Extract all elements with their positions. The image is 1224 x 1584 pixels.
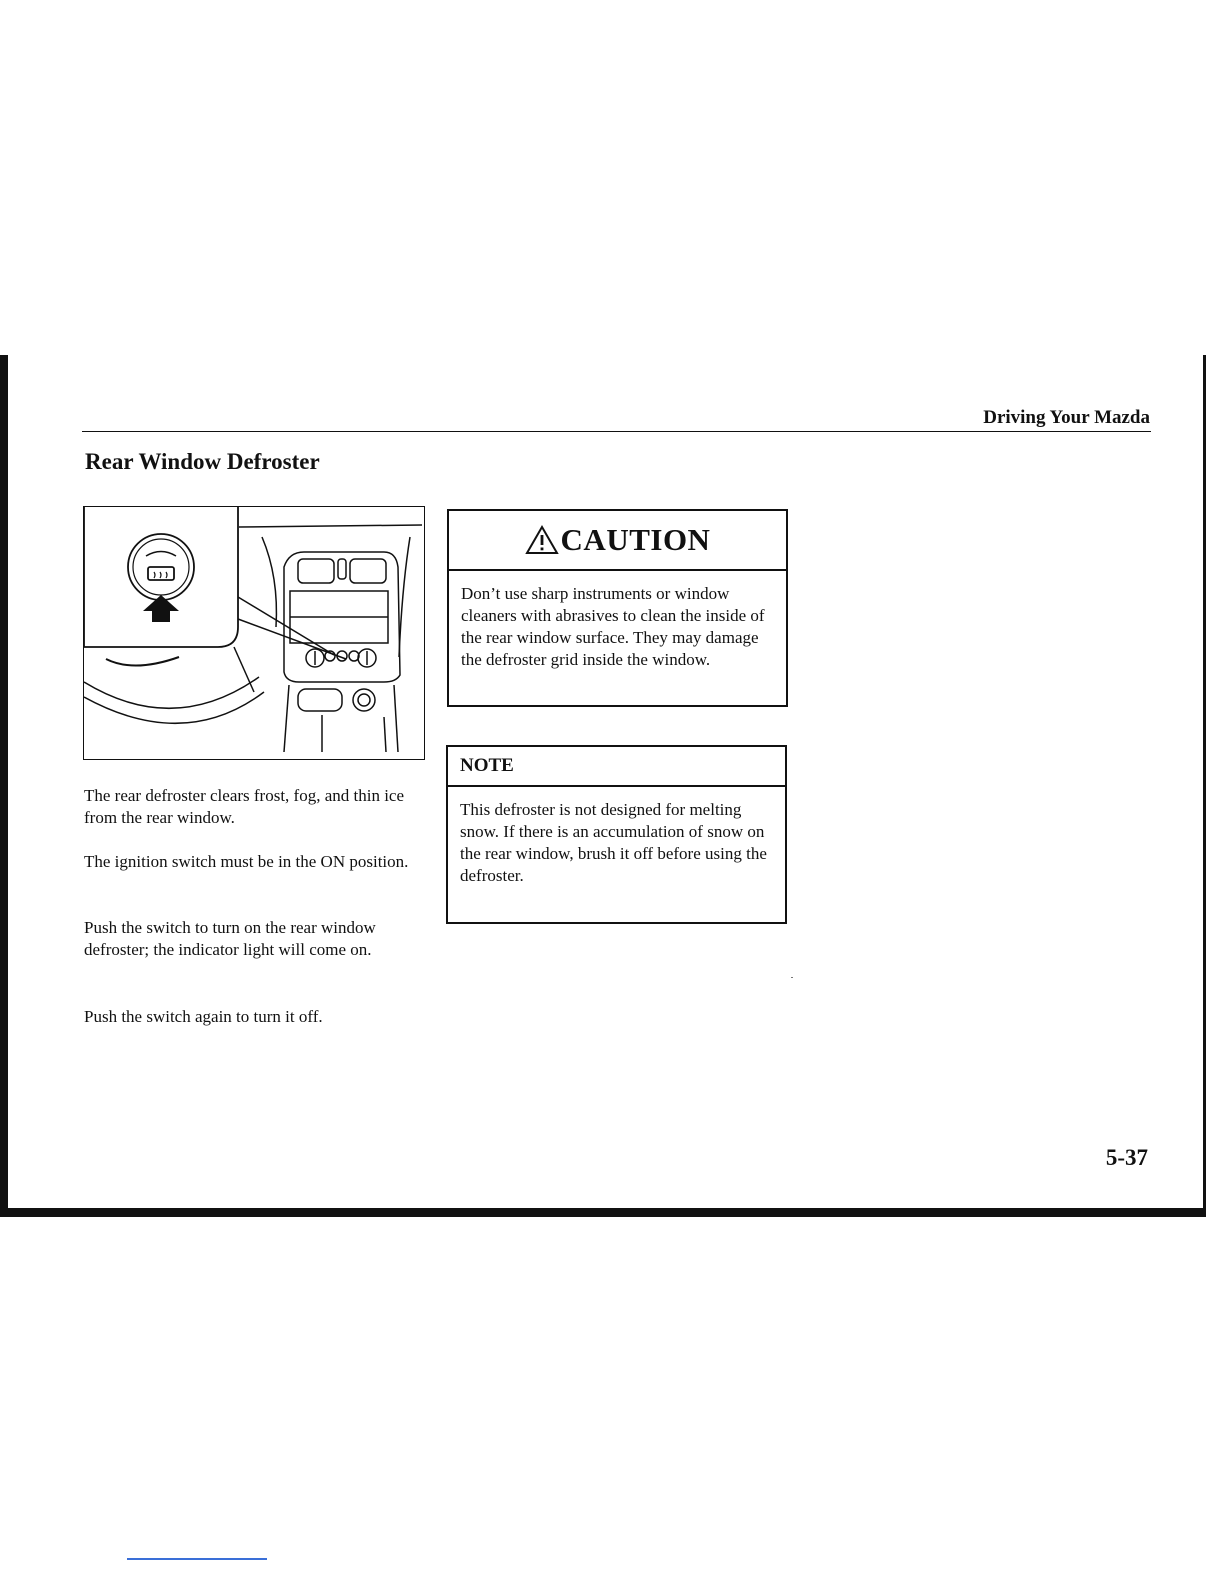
paragraph-turn-off: Push the switch again to turn it off. bbox=[84, 1007, 323, 1026]
note-title: NOTE bbox=[448, 747, 785, 787]
caution-box bbox=[447, 509, 788, 707]
scan-speck bbox=[791, 977, 793, 978]
scan-blue-line bbox=[127, 1558, 267, 1560]
page-border-left bbox=[0, 355, 8, 1217]
page-border-bottom bbox=[0, 1208, 1206, 1217]
note-text: This defroster is not designed for melting snow. If there is an accumulation of snow on the rear window, brush it off before using the defroster. bbox=[460, 800, 767, 885]
page-title: Rear Window Defroster bbox=[85, 449, 320, 474]
paragraph-function: The rear defroster clears frost, fog, and thin ice from the rear window. bbox=[84, 786, 405, 827]
caution-title: CAUTION bbox=[560, 522, 711, 557]
rear-defroster-icon bbox=[128, 534, 194, 600]
section-header: Driving Your Mazda bbox=[983, 407, 1150, 428]
caution-heading bbox=[449, 511, 786, 571]
header-rule bbox=[82, 431, 1151, 432]
note-box bbox=[446, 745, 787, 924]
warning-triangle-icon bbox=[525, 525, 559, 555]
paragraph-turn-on: Push the switch to turn on the rear window defroster; the indicator light will come on. bbox=[84, 918, 376, 959]
caution-text: Don’t use sharp instruments or window cleaners with abrasives to clean the inside of the rear window surface. They may damage the defroster grid inside the window. bbox=[461, 584, 765, 669]
page-border-right bbox=[1203, 355, 1206, 1210]
paragraph-ignition: The ignition switch must be in the ON position. bbox=[84, 852, 409, 871]
dashboard-illustration bbox=[83, 506, 425, 760]
page-number: 5-37 bbox=[1105, 1145, 1148, 1170]
